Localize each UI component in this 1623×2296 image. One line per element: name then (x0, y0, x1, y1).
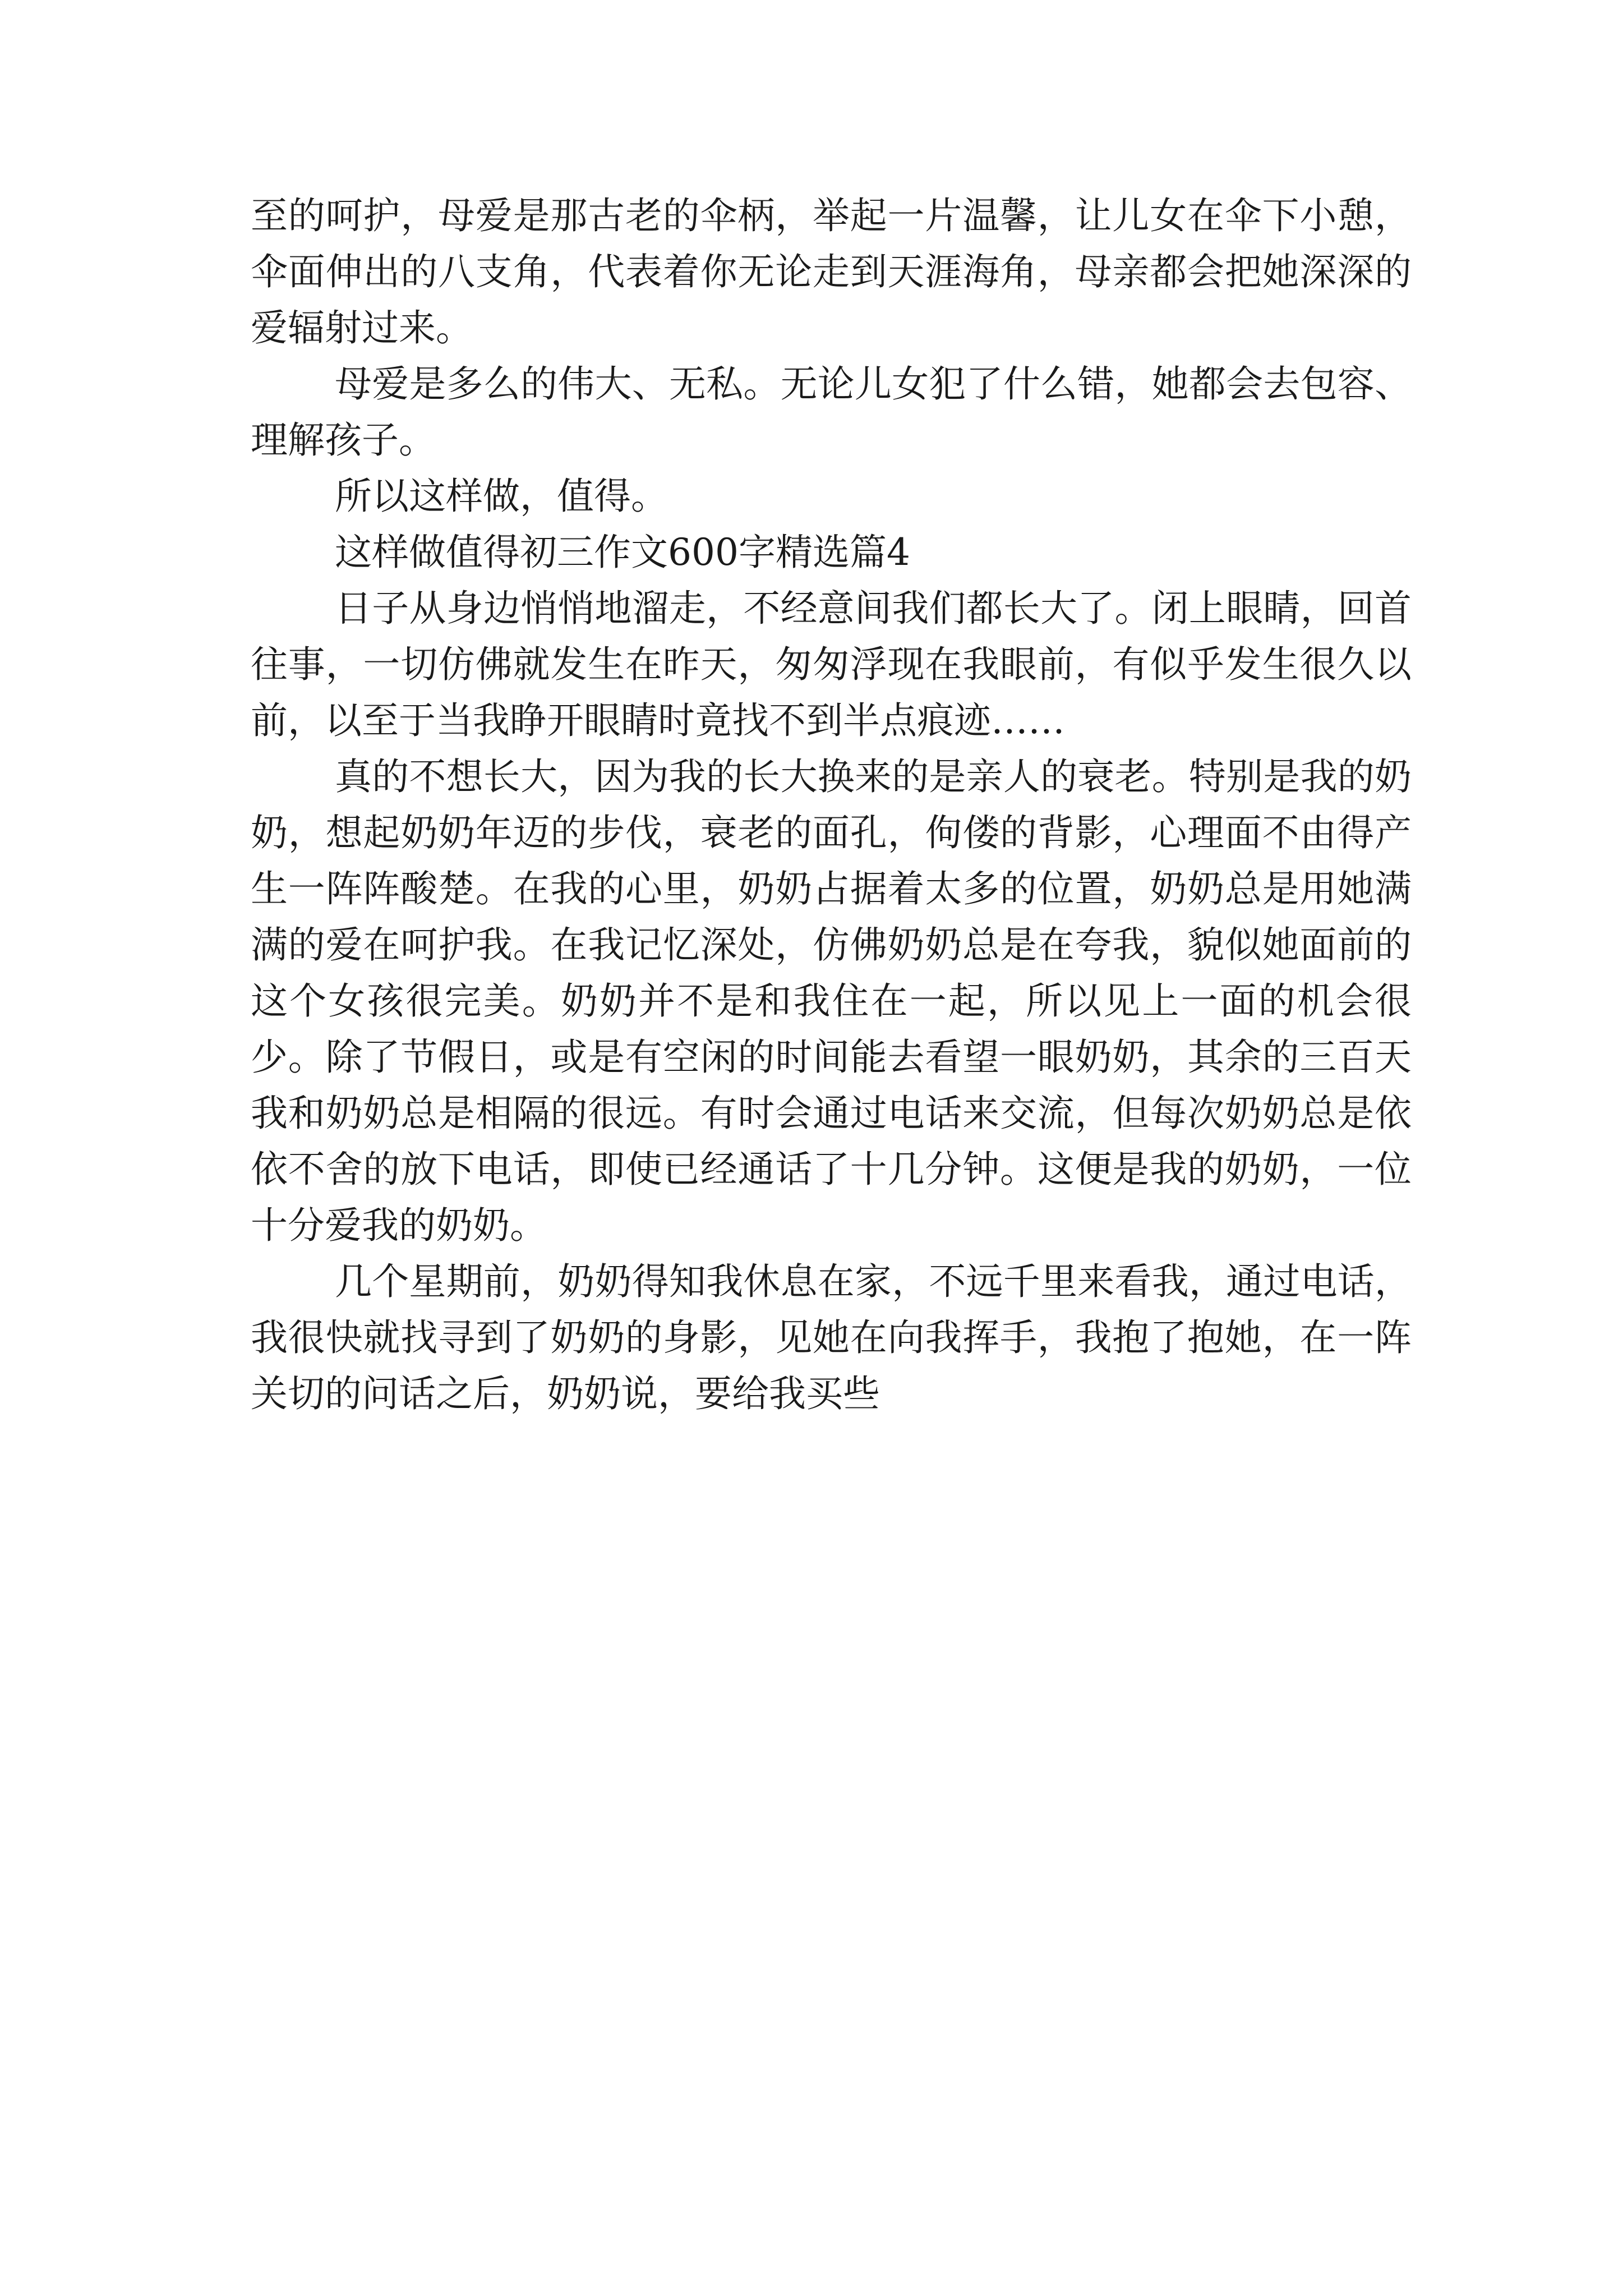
paragraph-growing-up: 日子从身边悄悄地溜走，不经意间我们都长大了。闭上眼睛，回首往事，一切仿佛就发生在昨天，匆匆浮现在我眼前，有似乎发生很久以前，以至于当我睁开眼睛时竟找不到半点痕迹…… (251, 587, 1412, 742)
essay-body (251, 188, 1412, 1422)
paragraph-mother-love: 母爱是多么的伟大、无私。无论儿女犯了什么错，她都会去包容、理解孩子。 (251, 362, 1412, 462)
paragraph-grandmother: 真的不想长大，因为我的长大换来的是亲人的衰老。特别是我的奶奶，想起奶奶年迈的步伐，衰老的面孔，佝偻的背影，心理面不由得产生一阵阵酸楚。在我的心里，奶奶占据着太多的位置，奶奶总是用她满满的爱在呵护我。在我记忆深处，仿佛奶奶总是在夸我，貌似她面前的这个女孩很完美。奶奶并不是和我住在一起，所以见上一面的机会很少。除了节假日，或是有空闲的时间能去看望一眼奶奶，其余的三百天我和奶奶总是相隔的很远。有时会通过电话来交流，但每次奶奶总是依依不舍的放下电话，即使已经通话了十几分钟。这便是我的奶奶，一位十分爱我的奶奶。 (251, 755, 1412, 1247)
paragraph-conclusion: 所以这样做，值得。 (335, 475, 668, 518)
section-heading: 这样做值得初三作文600字精选篇4 (335, 531, 910, 574)
paragraph-continuation: 至的呵护，母爱是那古老的伞柄，举起一片温馨，让儿女在伞下小憩，伞面伸出的八支角，代表着你无论走到天涯海角，母亲都会把她深深的爱辐射过来。 (251, 194, 1412, 349)
paragraph-visit: 几个星期前，奶奶得知我休息在家，不远千里来看我，通过电话，我很快就找寻到了奶奶的身影，见她在向我挥手，我抱了抱她，在一阵关切的问话之后，奶奶说，要给我买些 (251, 1260, 1412, 1415)
